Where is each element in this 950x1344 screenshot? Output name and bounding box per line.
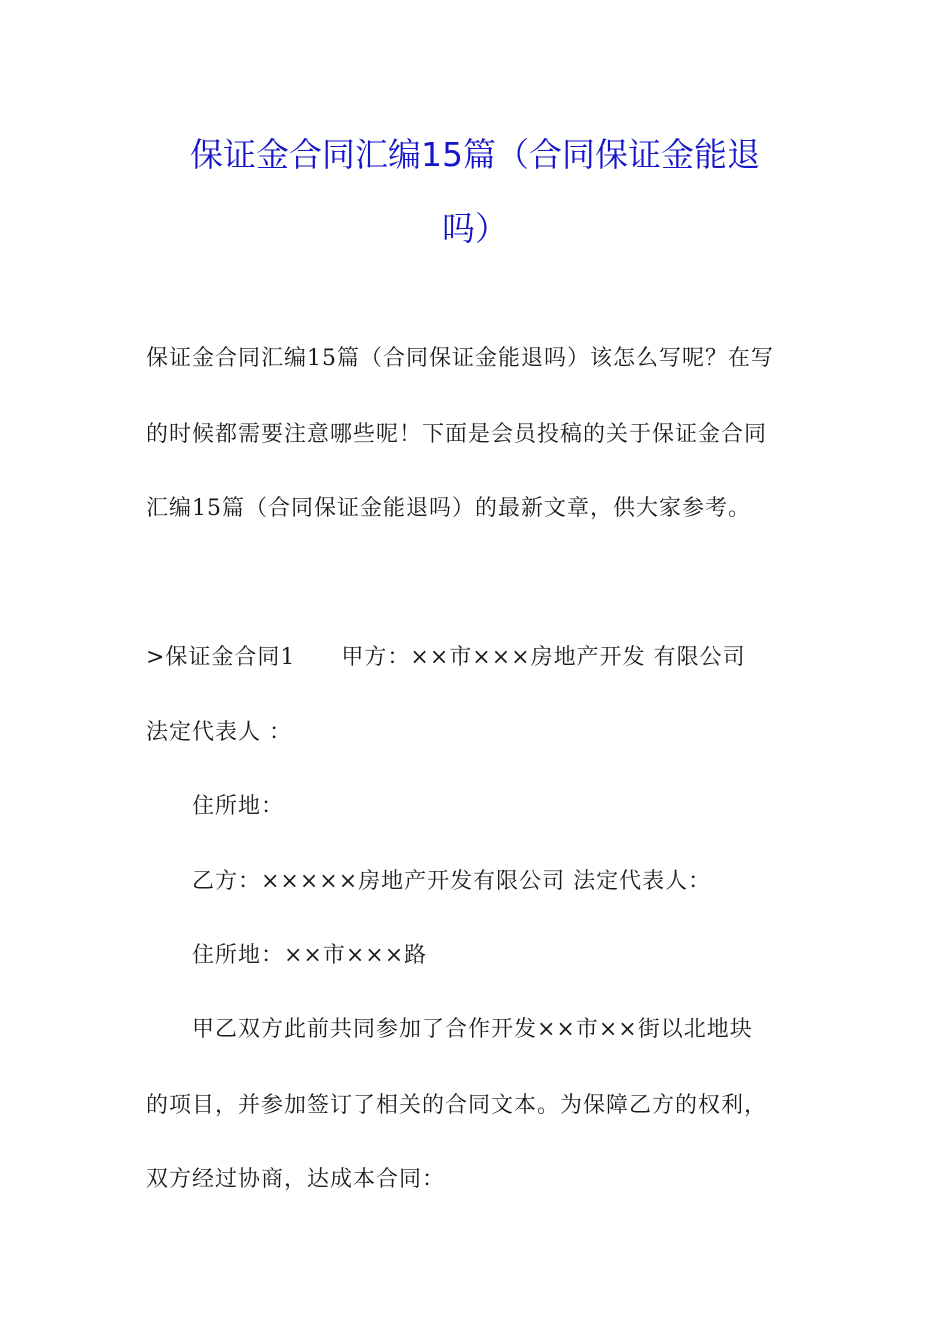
document-title xyxy=(140,118,810,266)
title-line-1: 保证金合同汇编15篇（合同保证金能退 xyxy=(190,135,760,174)
contract-heading-line: >保证金合同1 甲方：××市×××房地产开发 有限公司 xyxy=(146,645,746,670)
title-line-2: 吗） xyxy=(442,209,508,248)
body-line-1: 甲乙双方此前共同参加了合作开发××市××街以北地块 xyxy=(192,1017,753,1042)
body-line-3: 双方经过协商，达成本合同： xyxy=(146,1167,446,1192)
intro-line-2: 的时候都需要注意哪些呢！下面是会员投稿的关于保证金合同 xyxy=(146,422,768,447)
legal-rep-line: 法定代表人 ： xyxy=(146,720,292,745)
intro-line-3: 汇编15篇（合同保证金能退吗）的最新文章，供大家参考。 xyxy=(146,496,751,521)
body-line-2: 的项目，并参加签订了相关的合同文本。为保障乙方的权利， xyxy=(146,1093,768,1118)
intro-line-1: 保证金合同汇编15篇（合同保证金能退吗）该怎么写呢？在写 xyxy=(146,346,774,371)
party-a-address-line: 住所地： xyxy=(192,794,285,819)
party-b-address-line: 住所地：××市×××路 xyxy=(192,943,428,968)
party-b-line: 乙方：×××××房地产开发有限公司 法定代表人： xyxy=(192,869,712,894)
